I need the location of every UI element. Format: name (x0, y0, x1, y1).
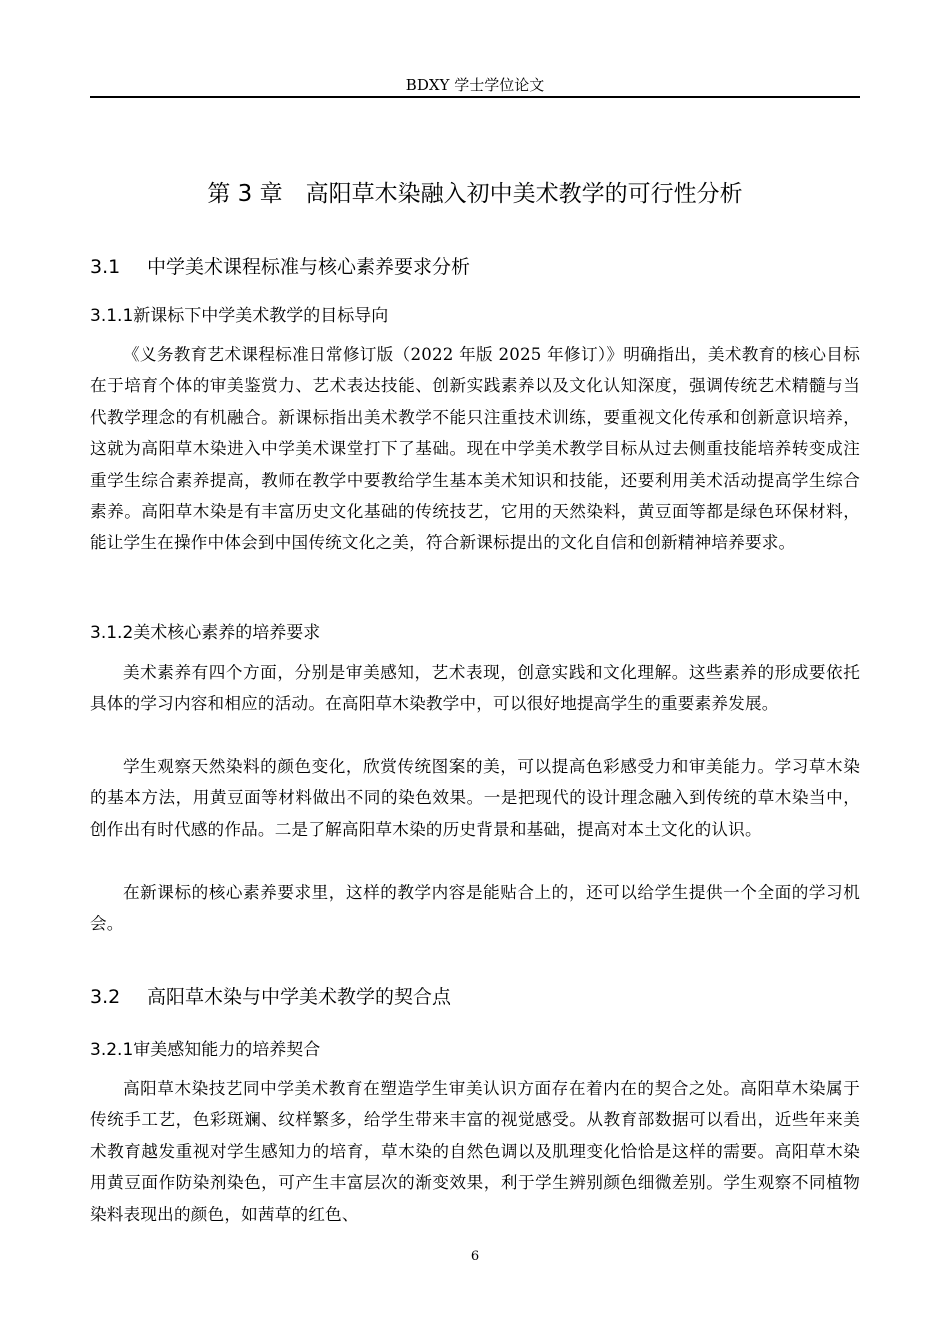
running-header: BDXY 学士学位论文 (405, 76, 545, 94)
body-paragraph: 高阳草木染技艺同中学美术教育在塑造学生审美认识方面存在着内在的契合之处。高阳草木染属于传统手工艺，色彩斑斓、纹样繁多，给学生带来丰富的视觉感受。从教育部数据可以看出，近些年来美术教育越发重视对学生感知力的培育，草木染的自然色调以及肌理变化恰恰是这样的需要。高阳草木染用黄豆面作防染剂染色，可产生丰富层次的渐变效果，利于学生辨别颜色细微差别。学生观察不同植物染料表现出的颜色，如茜草的红色、 (90, 1079, 860, 1224)
section-title: 中学美术课程标准与核心素养要求分析 (147, 256, 471, 278)
subsection-heading-3-2-1 (90, 1036, 320, 1064)
subsection-title: 新课标下中学美术教学的目标导向 (133, 306, 389, 326)
header-divider (90, 96, 860, 98)
subsection-number: 3.1.1 (90, 306, 134, 326)
subsection-heading-3-1-2 (90, 619, 320, 647)
body-paragraph: 在新课标的核心素养要求里，这样的教学内容是能贴合上的，还可以给学生提供一个全面的学习机会。 (90, 883, 860, 934)
subsection-title: 审美感知能力的培养契合 (133, 1040, 321, 1060)
section-number: 3.2 (90, 986, 121, 1008)
section-heading-3-2 (90, 982, 451, 1012)
subsection-heading-3-1-1 (90, 302, 388, 330)
page-number: 6 (470, 1249, 480, 1264)
section-heading-3-1 (90, 252, 470, 282)
body-paragraph: 美术素养有四个方面，分别是审美感知，艺术表现，创意实践和文化理解。这些素养的形成要依托具体的学习内容和相应的活动。在高阳草木染教学中，可以很好地提高学生的重要素养发展。 (90, 663, 860, 714)
subsection-number: 3.1.2 (90, 623, 134, 643)
chapter-title: 第 3 章 高阳草木染融入初中美术教学的可行性分析 (207, 181, 743, 207)
section-number: 3.1 (90, 256, 121, 278)
subsection-title: 美术核心素养的培养要求 (133, 623, 321, 643)
body-paragraph: 《义务教育艺术课程标准日常修订版（2022 年版 2025 年修订）》明确指出，美术教育的核心目标在于培育个体的审美鉴赏力、艺术表达技能、创新实践素养以及文化认知深度，强调传统艺术精髓与当代教学理念的有机融合。新课标指出美术教学不能只注重技术训练，要重视文化传承和创新意识培养，这就为高阳草木染进入中学美术课堂打下了基础。现在中学美术教学目标从过去侧重技能培养转变成注重学生综合素养提高，教师在教学中要教给学生基本美术知识和技能，还要利用美术活动提高学生综合素养。高阳草木染是有丰富历史文化基础的传统技艺，它用的天然染料，黄豆面等都是绿色环保材料，能让学生在操作中体会到中国传统文化之美，符合新课标提出的文化自信和创新精神培养要求。 (90, 345, 860, 553)
body-paragraph: 学生观察天然染料的颜色变化，欣赏传统图案的美，可以提高色彩感受力和审美能力。学习草木染的基本方法，用黄豆面等材料做出不同的染色效果。一是把现代的设计理念融入到传统的草木染当中，创作出有时代感的作品。二是了解高阳草木染的历史背景和基础，提高对本土文化的认识。 (90, 757, 860, 839)
section-title: 高阳草木染与中学美术教学的契合点 (147, 986, 452, 1008)
subsection-number: 3.2.1 (90, 1040, 134, 1060)
